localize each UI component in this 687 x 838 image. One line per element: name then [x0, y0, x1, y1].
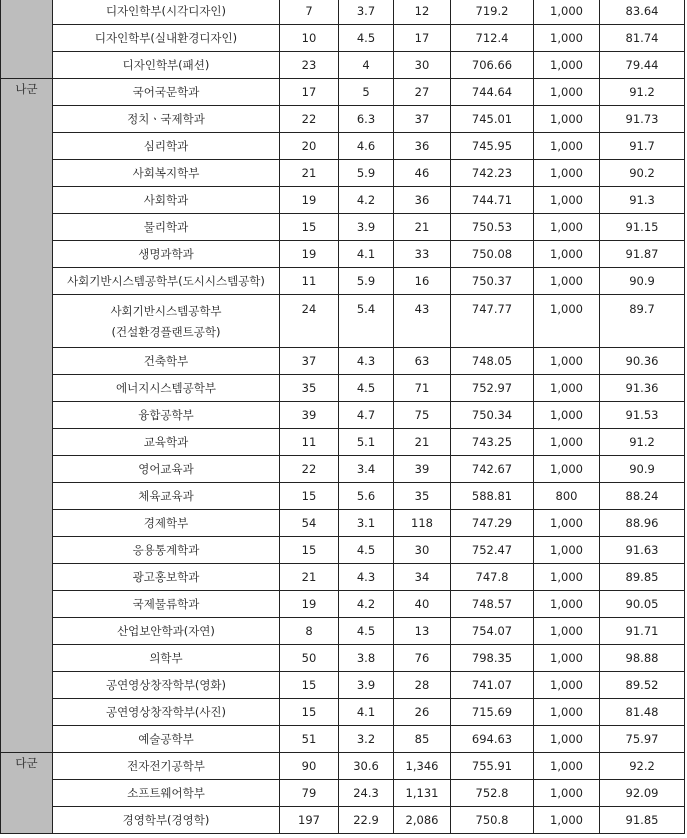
value-cell-c4: 745.95 [451, 133, 534, 160]
department-name: 예술공학부 [138, 732, 194, 746]
value-cell-c5: 1,000 [534, 375, 600, 402]
value-cell-c3: 71 [394, 375, 451, 402]
value-cell-c6: 91.3 [600, 187, 685, 214]
department-name-cell [53, 510, 280, 537]
value-cell-c3: 1,346 [394, 753, 451, 780]
value-cell-c2: 4.5 [339, 375, 394, 402]
value-cell-c2: 5.9 [339, 268, 394, 295]
department-name-cell [53, 564, 280, 591]
department-name-cell [53, 375, 280, 402]
value-cell-c4: 750.8 [451, 807, 534, 834]
department-name-cell [53, 780, 280, 807]
value-cell-c3: 34 [394, 564, 451, 591]
value-cell-c5: 1,000 [534, 618, 600, 645]
department-name-cell [53, 214, 280, 241]
value-cell-c5: 1,000 [534, 295, 600, 348]
table-row [1, 807, 685, 834]
value-cell-c4: 748.57 [451, 591, 534, 618]
value-cell-c5: 1,000 [534, 348, 600, 375]
value-cell-c1: 24 [280, 295, 339, 348]
group-label-cell: 다군 [1, 753, 53, 834]
value-cell-c6: 91.73 [600, 106, 685, 133]
value-cell-c6: 90.2 [600, 160, 685, 187]
table-row [1, 375, 685, 402]
table-row [1, 429, 685, 456]
department-name: 산업보안학과(자연) [117, 624, 215, 638]
value-cell-c4: 754.07 [451, 618, 534, 645]
department-name-cell [53, 295, 280, 348]
value-cell-c6: 90.05 [600, 591, 685, 618]
table-row [1, 268, 685, 295]
department-name: 의학부 [149, 651, 183, 665]
value-cell-c2: 4.1 [339, 699, 394, 726]
value-cell-c1: 54 [280, 510, 339, 537]
department-name-cell [53, 348, 280, 375]
value-cell-c3: 35 [394, 483, 451, 510]
department-name: 광고홍보학과 [132, 570, 200, 584]
value-cell-c3: 37 [394, 106, 451, 133]
table-row [1, 133, 685, 160]
value-cell-c3: 30 [394, 52, 451, 79]
table-row [1, 79, 685, 106]
value-cell-c1: 7 [280, 0, 339, 25]
value-cell-c3: 21 [394, 429, 451, 456]
value-cell-c6: 81.74 [600, 25, 685, 52]
value-cell-c4: 748.05 [451, 348, 534, 375]
value-cell-c1: 21 [280, 160, 339, 187]
table-row [1, 726, 685, 753]
value-cell-c5: 1,000 [534, 241, 600, 268]
table-row [1, 187, 685, 214]
value-cell-c1: 15 [280, 214, 339, 241]
value-cell-c5: 1,000 [534, 106, 600, 133]
value-cell-c6: 92.2 [600, 753, 685, 780]
value-cell-c6: 79.44 [600, 52, 685, 79]
value-cell-c4: 747.77 [451, 295, 534, 348]
value-cell-c2: 3.4 [339, 456, 394, 483]
value-cell-c6: 91.87 [600, 241, 685, 268]
value-cell-c3: 17 [394, 25, 451, 52]
value-cell-c4: 747.29 [451, 510, 534, 537]
department-name-cell [53, 160, 280, 187]
value-cell-c2: 4.1 [339, 241, 394, 268]
value-cell-c5: 1,000 [534, 807, 600, 834]
department-name-cell [53, 591, 280, 618]
group-label-cell [1, 0, 53, 79]
value-cell-c6: 88.24 [600, 483, 685, 510]
value-cell-c1: 22 [280, 106, 339, 133]
department-name: 융합공학부 [138, 408, 194, 422]
value-cell-c2: 3.8 [339, 645, 394, 672]
value-cell-c3: 36 [394, 133, 451, 160]
department-name: 응용통계학과 [132, 543, 200, 557]
value-cell-c3: 16 [394, 268, 451, 295]
value-cell-c6: 91.7 [600, 133, 685, 160]
value-cell-c4: 694.63 [451, 726, 534, 753]
value-cell-c5: 1,000 [534, 672, 600, 699]
group-label-cell: 나군 [1, 79, 53, 753]
value-cell-c6: 91.36 [600, 375, 685, 402]
value-cell-c2: 5.1 [339, 429, 394, 456]
value-cell-c1: 15 [280, 537, 339, 564]
value-cell-c6: 90.36 [600, 348, 685, 375]
value-cell-c1: 51 [280, 726, 339, 753]
value-cell-c5: 1,000 [534, 429, 600, 456]
value-cell-c1: 17 [280, 79, 339, 106]
value-cell-c5: 1,000 [534, 133, 600, 160]
department-name-cell [53, 106, 280, 133]
value-cell-c4: 743.25 [451, 429, 534, 456]
department-name: 사회학과 [143, 193, 189, 207]
department-name: 디자인학부(실내환경디자인) [94, 31, 238, 45]
table-row [1, 591, 685, 618]
value-cell-c6: 91.63 [600, 537, 685, 564]
value-cell-c4: 798.35 [451, 645, 534, 672]
value-cell-c4: 752.47 [451, 537, 534, 564]
value-cell-c3: 39 [394, 456, 451, 483]
value-cell-c1: 21 [280, 564, 339, 591]
value-cell-c4: 706.66 [451, 52, 534, 79]
table-row [1, 348, 685, 375]
value-cell-c2: 4.3 [339, 348, 394, 375]
value-cell-c3: 12 [394, 0, 451, 25]
value-cell-c1: 19 [280, 591, 339, 618]
department-name: 전자전기공학부 [127, 759, 205, 773]
department-name: 디자인학부(시각디자인) [105, 4, 227, 18]
table-row [1, 672, 685, 699]
value-cell-c6: 91.2 [600, 429, 685, 456]
value-cell-c3: 28 [394, 672, 451, 699]
value-cell-c1: 37 [280, 348, 339, 375]
value-cell-c5: 1,000 [534, 268, 600, 295]
value-cell-c2: 4.7 [339, 402, 394, 429]
value-cell-c3: 40 [394, 591, 451, 618]
department-name-cell [53, 133, 280, 160]
value-cell-c5: 1,000 [534, 187, 600, 214]
department-name-cell [53, 402, 280, 429]
value-cell-c3: 85 [394, 726, 451, 753]
value-cell-c3: 33 [394, 241, 451, 268]
value-cell-c6: 83.64 [600, 0, 685, 25]
value-cell-c3: 13 [394, 618, 451, 645]
value-cell-c5: 1,000 [534, 402, 600, 429]
value-cell-c6: 89.7 [600, 295, 685, 348]
value-cell-c6: 91.53 [600, 402, 685, 429]
department-name-cell [53, 672, 280, 699]
value-cell-c2: 3.2 [339, 726, 394, 753]
value-cell-c4: 715.69 [451, 699, 534, 726]
value-cell-c4: 750.34 [451, 402, 534, 429]
value-cell-c6: 89.85 [600, 564, 685, 591]
value-cell-c1: 19 [280, 241, 339, 268]
table-row [1, 402, 685, 429]
department-name-cell [53, 187, 280, 214]
value-cell-c5: 1,000 [534, 537, 600, 564]
department-name: 국어국문학과 [132, 85, 200, 99]
department-name-cell [53, 268, 280, 295]
table-row [1, 537, 685, 564]
value-cell-c1: 35 [280, 375, 339, 402]
value-cell-c4: 752.8 [451, 780, 534, 807]
department-name: 체육교육과 [138, 489, 194, 503]
department-name-line2: (건설환경플랜트공학) [111, 325, 221, 339]
department-name: 경영학부(경영학) [122, 813, 210, 827]
table-row [1, 483, 685, 510]
department-name: 국제물류학과 [132, 597, 200, 611]
value-cell-c6: 88.96 [600, 510, 685, 537]
value-cell-c2: 3.1 [339, 510, 394, 537]
value-cell-c2: 4.5 [339, 537, 394, 564]
table-row [1, 510, 685, 537]
department-name-cell [53, 537, 280, 564]
department-name: 공연영상창작학부(영화) [105, 678, 227, 692]
department-name: 정치ㆍ국제학과 [127, 112, 205, 126]
department-name-cell [53, 456, 280, 483]
value-cell-c3: 30 [394, 537, 451, 564]
value-cell-c2: 3.9 [339, 672, 394, 699]
department-name-cell [53, 618, 280, 645]
value-cell-c3: 1,131 [394, 780, 451, 807]
value-cell-c5: 1,000 [534, 79, 600, 106]
department-name: 영어교육과 [138, 462, 194, 476]
value-cell-c1: 15 [280, 699, 339, 726]
value-cell-c1: 8 [280, 618, 339, 645]
value-cell-c6: 92.09 [600, 780, 685, 807]
value-cell-c5: 1,000 [534, 699, 600, 726]
table-row [1, 214, 685, 241]
table-row [1, 564, 685, 591]
value-cell-c1: 10 [280, 25, 339, 52]
value-cell-c6: 90.9 [600, 456, 685, 483]
value-cell-c1: 79 [280, 780, 339, 807]
value-cell-c4: 755.91 [451, 753, 534, 780]
department-name: 심리학과 [143, 139, 189, 153]
table-row [1, 753, 685, 780]
department-name: 사회기반시스템공학부 [110, 304, 222, 318]
value-cell-c2: 5 [339, 79, 394, 106]
value-cell-c3: 43 [394, 295, 451, 348]
value-cell-c2: 4.3 [339, 564, 394, 591]
table-body [1, 0, 685, 834]
value-cell-c6: 91.71 [600, 618, 685, 645]
value-cell-c1: 15 [280, 483, 339, 510]
department-name-cell [53, 483, 280, 510]
value-cell-c3: 21 [394, 214, 451, 241]
value-cell-c5: 1,000 [534, 645, 600, 672]
value-cell-c6: 75.97 [600, 726, 685, 753]
value-cell-c3: 76 [394, 645, 451, 672]
value-cell-c2: 4.6 [339, 133, 394, 160]
value-cell-c1: 39 [280, 402, 339, 429]
value-cell-c1: 23 [280, 52, 339, 79]
table-row [1, 25, 685, 52]
value-cell-c3: 118 [394, 510, 451, 537]
value-cell-c2: 24.3 [339, 780, 394, 807]
value-cell-c1: 15 [280, 672, 339, 699]
department-name: 소프트웨어학부 [127, 786, 205, 800]
value-cell-c4: 588.81 [451, 483, 534, 510]
department-name-cell [53, 241, 280, 268]
department-name-cell [53, 645, 280, 672]
department-name: 사회복지학부 [132, 166, 200, 180]
department-name: 물리학과 [143, 220, 189, 234]
value-cell-c3: 46 [394, 160, 451, 187]
value-cell-c6: 98.88 [600, 645, 685, 672]
department-name: 디자인학부(패션) [122, 58, 210, 72]
value-cell-c3: 27 [394, 79, 451, 106]
value-cell-c2: 4.5 [339, 25, 394, 52]
value-cell-c1: 20 [280, 133, 339, 160]
value-cell-c2: 22.9 [339, 807, 394, 834]
value-cell-c1: 11 [280, 429, 339, 456]
department-name: 교육학과 [143, 435, 189, 449]
table-row [1, 645, 685, 672]
value-cell-c4: 745.01 [451, 106, 534, 133]
department-name: 사회기반시스템공학부(도시시스템공학) [67, 274, 265, 288]
department-name-cell [53, 429, 280, 456]
value-cell-c2: 4 [339, 52, 394, 79]
department-name-cell [53, 726, 280, 753]
department-name: 경제학부 [143, 516, 189, 530]
table-row [1, 106, 685, 133]
value-cell-c2: 6.3 [339, 106, 394, 133]
value-cell-c5: 1,000 [534, 753, 600, 780]
value-cell-c3: 36 [394, 187, 451, 214]
value-cell-c2: 4.5 [339, 618, 394, 645]
value-cell-c5: 1,000 [534, 726, 600, 753]
department-name-cell [53, 807, 280, 834]
value-cell-c6: 90.9 [600, 268, 685, 295]
value-cell-c4: 750.08 [451, 241, 534, 268]
table-row [1, 0, 685, 25]
value-cell-c5: 1,000 [534, 160, 600, 187]
value-cell-c4: 742.23 [451, 160, 534, 187]
table-row [1, 456, 685, 483]
value-cell-c5: 1,000 [534, 591, 600, 618]
department-name-cell [53, 52, 280, 79]
value-cell-c3: 26 [394, 699, 451, 726]
department-name-cell [53, 0, 280, 25]
value-cell-c6: 91.2 [600, 79, 685, 106]
table-row [1, 780, 685, 807]
table-row [1, 160, 685, 187]
value-cell-c4: 750.37 [451, 268, 534, 295]
value-cell-c2: 3.9 [339, 214, 394, 241]
department-name-cell [53, 79, 280, 106]
value-cell-c1: 22 [280, 456, 339, 483]
department-name-cell [53, 753, 280, 780]
department-name-cell [53, 699, 280, 726]
value-cell-c2: 3.7 [339, 0, 394, 25]
value-cell-c4: 747.8 [451, 564, 534, 591]
value-cell-c4: 744.71 [451, 187, 534, 214]
value-cell-c4: 744.64 [451, 79, 534, 106]
value-cell-c3: 75 [394, 402, 451, 429]
value-cell-c2: 30.6 [339, 753, 394, 780]
value-cell-c1: 11 [280, 268, 339, 295]
value-cell-c5: 1,000 [534, 780, 600, 807]
value-cell-c5: 1,000 [534, 52, 600, 79]
table-row [1, 699, 685, 726]
department-name: 에너지시스템공학부 [116, 381, 216, 395]
value-cell-c4: 750.53 [451, 214, 534, 241]
value-cell-c5: 1,000 [534, 510, 600, 537]
value-cell-c1: 90 [280, 753, 339, 780]
value-cell-c4: 742.67 [451, 456, 534, 483]
value-cell-c4: 719.2 [451, 0, 534, 25]
value-cell-c2: 5.9 [339, 160, 394, 187]
value-cell-c5: 1,000 [534, 25, 600, 52]
value-cell-c6: 91.15 [600, 214, 685, 241]
value-cell-c5: 800 [534, 483, 600, 510]
department-name: 건축학부 [143, 354, 189, 368]
value-cell-c1: 50 [280, 645, 339, 672]
value-cell-c6: 81.48 [600, 699, 685, 726]
table-row [1, 618, 685, 645]
value-cell-c5: 1,000 [534, 456, 600, 483]
department-name-cell [53, 25, 280, 52]
value-cell-c4: 752.97 [451, 375, 534, 402]
value-cell-c6: 89.52 [600, 672, 685, 699]
value-cell-c2: 5.6 [339, 483, 394, 510]
department-name: 생명과학과 [138, 247, 194, 261]
value-cell-c2: 4.2 [339, 591, 394, 618]
value-cell-c5: 1,000 [534, 564, 600, 591]
value-cell-c4: 712.4 [451, 25, 534, 52]
value-cell-c3: 63 [394, 348, 451, 375]
value-cell-c4: 741.07 [451, 672, 534, 699]
table-row [1, 52, 685, 79]
value-cell-c3: 2,086 [394, 807, 451, 834]
value-cell-c6: 91.85 [600, 807, 685, 834]
value-cell-c1: 19 [280, 187, 339, 214]
value-cell-c1: 197 [280, 807, 339, 834]
value-cell-c2: 4.2 [339, 187, 394, 214]
value-cell-c5: 1,000 [534, 0, 600, 25]
table-row [1, 295, 685, 348]
table-row [1, 241, 685, 268]
department-name: 공연영상창작학부(사진) [105, 705, 227, 719]
value-cell-c5: 1,000 [534, 214, 600, 241]
value-cell-c2: 5.4 [339, 295, 394, 348]
